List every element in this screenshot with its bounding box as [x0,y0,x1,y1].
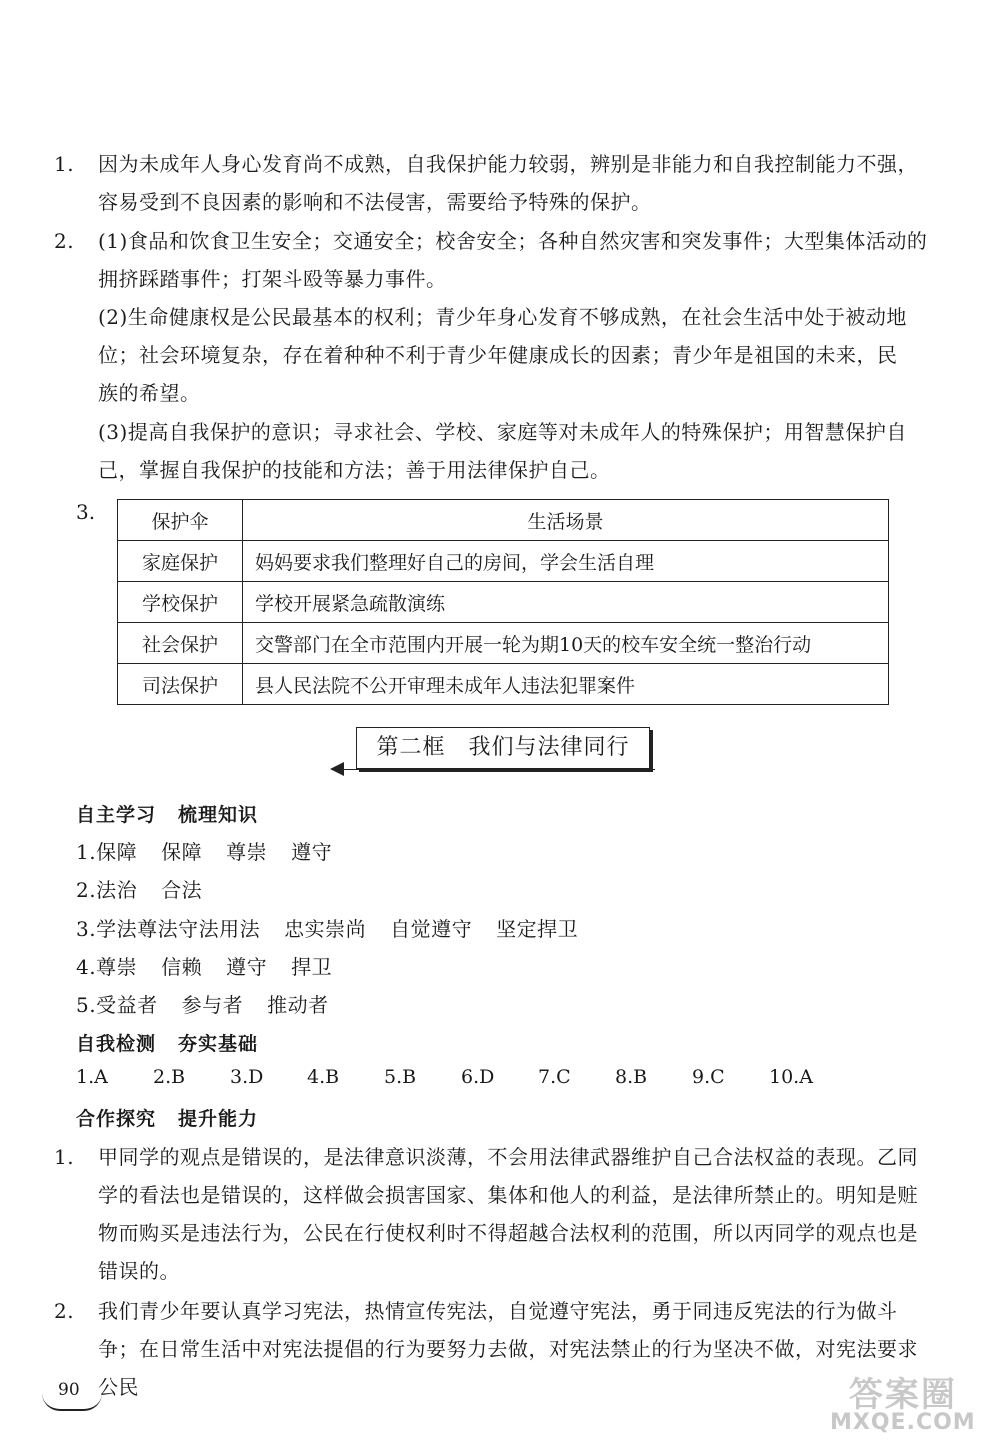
protection-table [117,499,889,705]
item-number: 2. [54,229,75,253]
item-text: 因为未成年人身心发育尚不成熟，自我保护能力较弱，辨别是非能力和自我控制能力不强，容易受到不良因素的影响和不法侵害，需要给予特殊的保护。 [98,152,918,214]
answer-term: 自觉遵守 [390,917,473,941]
explore-item-1 [54,1138,938,1290]
item-number: 1. [54,1145,75,1169]
heading-self-study [76,800,258,827]
answer-term: 合法 [161,878,203,902]
column-header: 生活场景 [243,500,889,541]
heading-self-check [76,1029,258,1056]
table-cell: 交警部门在全市范围内开展一轮为期10天的校车安全统一整治行动 [243,623,889,664]
answer-item-2-part-1 [54,222,938,298]
answer-item-2-part-2: (2)生命健康权是公民最基本的权利；青少年身心发育不够成熟，在社会生活中处于被动地位；社会环境复杂，存在着种种不利于青少年健康成长的因素；青少年是祖国的未来，民族的希望。 [98,305,907,405]
answer-term: 遵守 [226,955,268,979]
answer-term: 坚定捍卫 [496,917,579,941]
watermark-url: MXQE.COM [830,1410,976,1435]
watermark-logo [830,1375,976,1435]
mc-answer: 8.B [615,1066,648,1088]
item-number-3: 3. [76,500,96,524]
heading-part: 梳理知识 [178,804,259,826]
study-answer-2 [76,874,226,903]
watermark-text: 答案圈 [848,1375,957,1415]
answer-term: 参与者 [181,993,244,1017]
mc-answer: 7.C [538,1066,571,1088]
mc-answer: 6.D [461,1066,495,1088]
mc-answer: 3.D [230,1066,264,1088]
table-cell: 社会保护 [118,623,243,664]
table-row [118,664,889,705]
table-cell: 学校保护 [118,582,243,623]
item-text: 我们青少年要认真学习宪法，热情宣传宪法，自觉遵守宪法，勇于同违反宪法的行为做斗争；在日常生活中对宪法提倡的行为要努力去做，对宪法禁止的行为坚决不做，对宪法要求公民 [98,1299,918,1399]
answer-term: 信赖 [161,955,203,979]
answer-item-1 [54,145,938,221]
table-cell: 学校开展紧急疏散演练 [243,582,889,623]
study-answer-1 [76,836,356,865]
study-answer-3 [76,913,602,942]
answer-term: 遵守 [291,840,333,864]
mc-answer: 1.A [76,1066,108,1088]
answer-term: 1.保障 [76,840,138,864]
column-header: 保护伞 [118,500,243,541]
answer-term: 保障 [161,840,203,864]
answer-term: 4.尊崇 [76,955,138,979]
table-cell: 县人民法院不公开审理未成年人违法犯罪案件 [243,664,889,705]
answer-term: 尊崇 [226,840,268,864]
heading-part: 合作探究 [76,1108,157,1130]
study-answer-4 [76,951,356,980]
table-header-row [118,500,889,541]
answer-term: 忠实崇尚 [284,917,367,941]
mc-answer: 5.B [384,1066,417,1088]
heading-part: 自我检测 [76,1033,157,1055]
heading-part: 夯实基础 [178,1033,259,1055]
answer-item-2-part-3: (3)提高自我保护的意识；寻求社会、学校、家庭等对未成年人的特殊保护；用智慧保护自己，掌握自我保护的技能和方法；善于用法律保护自己。 [98,420,907,482]
item-number: 2. [54,1299,75,1323]
item-number: 1. [54,152,75,176]
section-title: 第二框 我们与法律同行 [356,727,650,769]
banner-underline [340,769,655,770]
answer-term: 5.受益者 [76,993,158,1017]
multiple-choice-answers [76,1066,846,1088]
answer-term: 推动者 [267,993,329,1017]
answer-term: 捍卫 [291,955,333,979]
table-cell: 妈妈要求我们整理好自己的房间，学会生活自理 [243,541,889,582]
item-text: 甲同学的观点是错误的，是法律意识淡薄，不会用法律武器维护自己合法权益的表现。乙同学的看法也是错误的，这样做会损害国家、集体和他人的利益，是法律所禁止的。明知是赃物而购买是违法行为，公民在行使权利时不得超越合法权利的范围，所以丙同学的观点也是错误的。 [98,1145,918,1283]
answer-term: 3.学法尊法守法用法 [76,917,261,941]
heading-part: 提升能力 [178,1108,259,1130]
page-number: 90 [58,1380,80,1400]
study-answer-5 [76,989,353,1018]
item-text: (1)食品和饮食卫生安全；交通安全；校舍安全；各种自然灾害和突发事件；大型集体活动的拥挤踩踏事件；打架斗殴等暴力事件。 [98,229,928,291]
table-cell: 家庭保护 [118,541,243,582]
heading-part: 自主学习 [76,804,157,826]
table-row [118,623,889,664]
table-cell: 司法保护 [118,664,243,705]
mc-answer: 4.B [307,1066,340,1088]
mc-answer: 10.A [769,1066,813,1088]
heading-cooperative [76,1104,258,1131]
mc-answer: 9.C [692,1066,725,1088]
mc-answer: 2.B [153,1066,186,1088]
table-row [118,582,889,623]
table-row [118,541,889,582]
answer-term: 2.法治 [76,878,138,902]
